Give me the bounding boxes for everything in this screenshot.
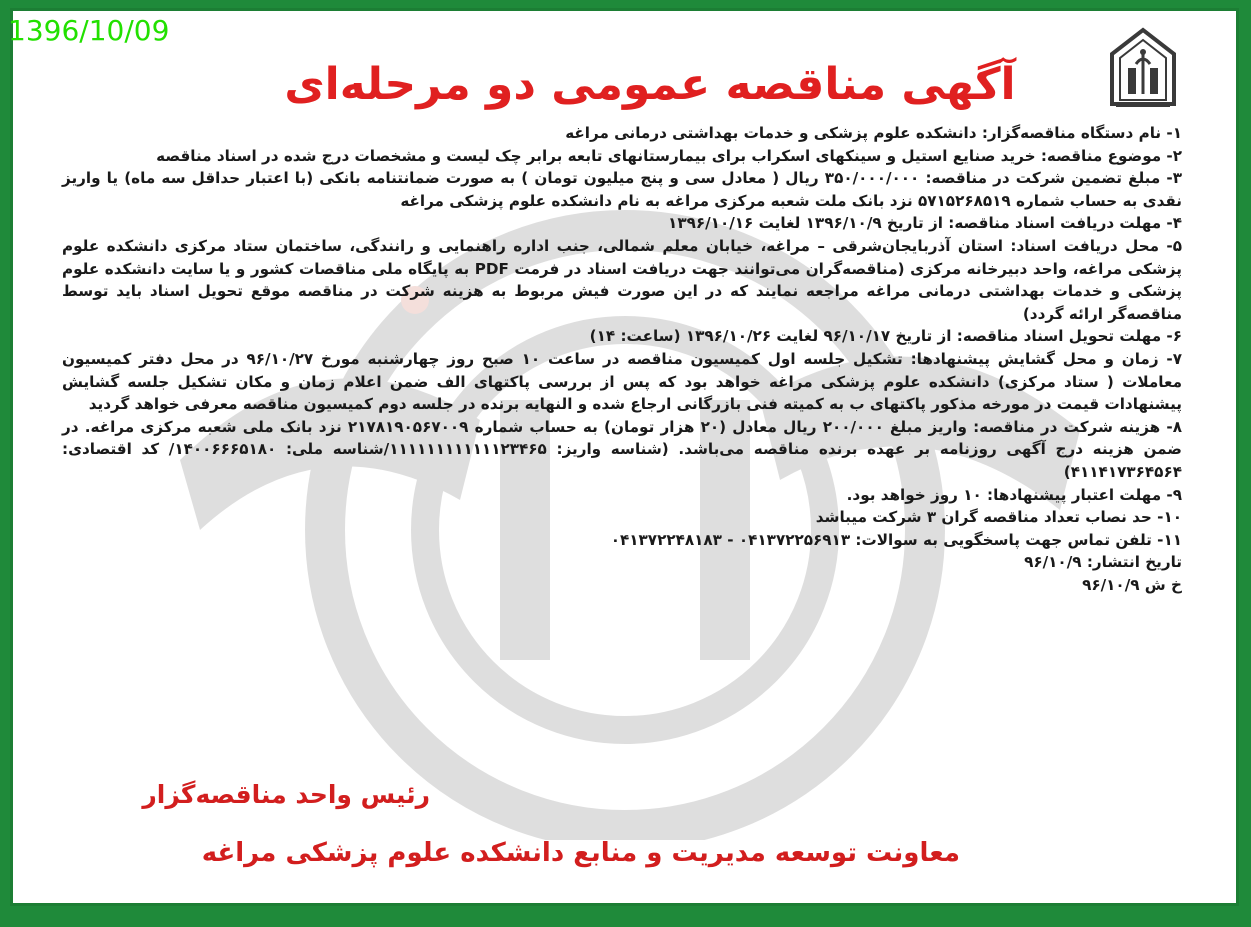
item-9: ۹- مهلت اعتبار پیشنهادها: ۱۰ روز خواهد بود. [846,485,1182,504]
page-title: آگهی مناقصه عمومی دو مرحله‌ای [284,59,1016,110]
reference-line: خ ش ۹۶/۱۰/۹ [1082,575,1182,594]
notice-body [62,122,1182,596]
date-stamp: 1396/10/09 [8,14,170,47]
item-3: ۳- مبلغ تضمین شرکت در مناقصه: ۳۵۰/۰۰۰/۰۰۰ ریال ( معادل سی و پنج میلیون تومان ) به صورت ضمانتنامه بانکی (با اعتبار حداقل سه ماه) یا واریز نقدی به حساب شماره ۵۷۱۵۲۶۸۵۱۹ نزد بانک ملت شعبه مرکزی مراغه به نام دانشکده علوم پزشکی مراغه [62,169,1182,210]
bottom-band [0,906,1251,927]
item-7: ۷- زمان و محل گشایش پیشنهادها: تشکیل جلسه اول کمیسیون مناقصه در ساعت ۱۰ صبح روز چهارشنبه مورخ ۹۶/۱۰/۲۷ در محل دفتر کمیسیون معاملات ( ستاد مرکزی) دانشکده علوم پزشکی مراغه خواهد بود که پس از بررسی پاکتهای الف ضمن اعلام زمان و مکان تشکیل جلسه گشایش پیشنهادات قیمت در مورخه مذکور پاکتهای ب به کمیته فنی بازرگانی ارجاع شده و النهایه برنده در جلسه دوم کمیسیون مناقصه معرفی خواهد گردید [62,349,1182,414]
item-1: ۱- نام دستگاه مناقصه‌گزار: دانشکده علوم پزشکی و خدمات بهداشتی درمانی مراغه [565,124,1182,142]
signature-title: رئیس واحد مناقصه‌گزار [142,780,430,809]
publish-date: تاریخ انتشار: ۹۶/۱۰/۹ [1024,553,1182,572]
item-11: ۱۱- تلفن تماس جهت پاسخگویی به سوالات: ۰۴۱۳۷۲۲۵۶۹۱۳ - ۰۴۱۳۷۲۲۴۸۱۸۳ [610,530,1182,549]
item-4: ۴- مهلت دریافت اسناد مناقصه: از تاریخ ۱۳۹۶/۱۰/۹ لغایت ۱۳۹۶/۱۰/۱۶ [668,214,1182,233]
item-5: ۵- محل دریافت اسناد: استان آذربایجان‌شرقی – مراغه، خیابان معلم شمالی، جنب اداره راهنمایی و رانندگی، ساختمان ستاد مرکزی دانشکده علوم پزشکی مراغه، واحد دبیرخانه مرکزی (مناقصه‌گران می‌توانند جهت دریافت اسناد در فرمت PDF به پایگاه ملی مناقصات کشور و یا سایت دانشکده علوم پزشکی و خدمات بهداشتی درمانی مراغه مراجعه نمایند که در این صورت فیش مربوط به هزینه شرکت در مناقصه موقع تحویل اسناد باید توسط مناقصه‌گر ارائه گردد) [62,236,1182,323]
university-logo-icon [1100,24,1186,110]
signature-organization: معاونت توسعه مدیریت و منابع دانشکده علوم پزشکی مراغه [201,838,960,868]
item-10: ۱۰- حد نصاب تعداد مناقصه گران ۳ شرکت میباشد [815,508,1182,527]
item-6: ۶- مهلت تحویل اسناد مناقصه: از تاریخ ۹۶/۱۰/۱۷ لغایت ۱۳۹۶/۱۰/۲۶ (ساعت: ۱۴) [589,327,1182,346]
item-2: ۲- موضوع مناقصه: خرید صنایع استیل و سینکهای اسکراب برای بیمارستانهای تابعه برابر چک لیست و مشخصات درج شده در اسناد مناقصه [156,146,1182,165]
item-8: ۸- هزینه شرکت در مناقصه: واریز مبلغ ۲۰۰/۰۰۰ ریال معادل (۲۰ هزار تومان) به حساب شماره ۲۱۷۸۱۹۰۵۶۷۰۰۹ نزد بانک ملی شعبه مرکزی مراغه. در ضمن هزینه درج آگهی روزنامه بر عهده برنده مناقصه می‌باشد. (شناسه واریز: ۱۱۱۱۱۱۱۱۱۱۱۱۲۳۴۶۵/شناسه ملی: ۱۴۰۰۶۶۶۵۱۸۰/ کد اقتصادی: ۴۱۱۴۱۷۳۶۴۵۶۴) [62,417,1182,481]
